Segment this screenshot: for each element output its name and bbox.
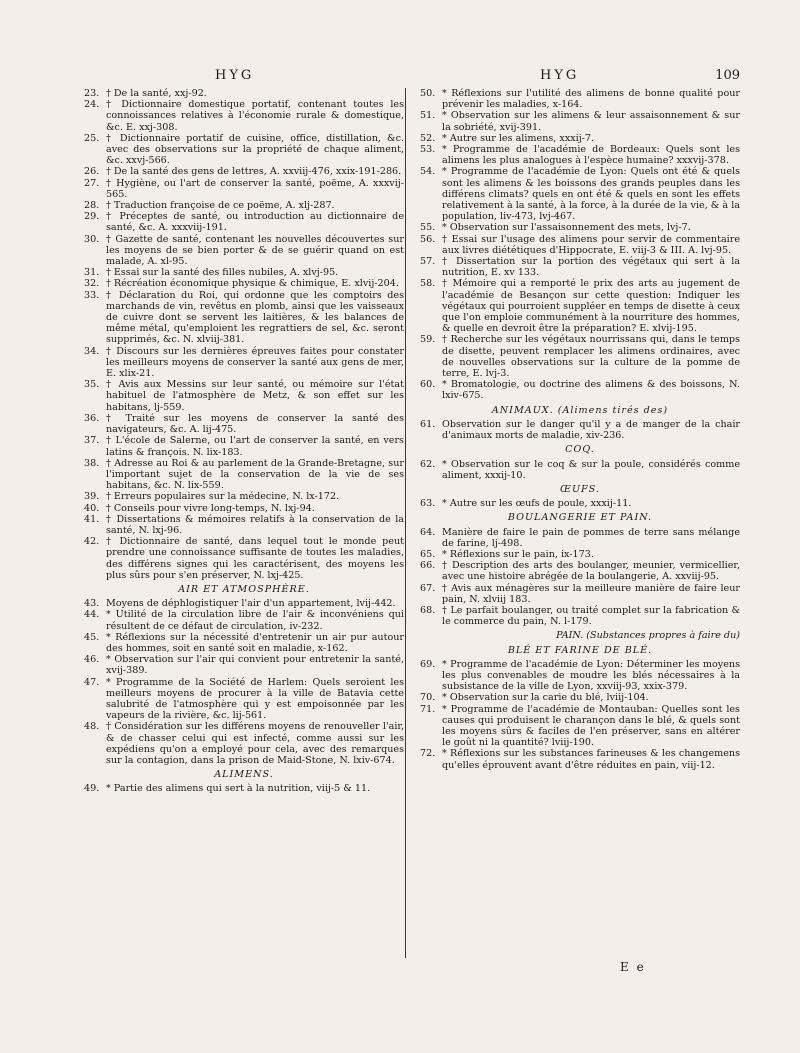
index-entry [420, 659, 740, 693]
entry-number: 36. [84, 412, 100, 424]
entry-text: * Réflexions sur l'utilité des alimens de bonne qualité pour prévenir les maladies, x-164. [442, 88, 740, 111]
index-entry [84, 721, 404, 766]
entry-text: † Dictionnaire portatif de cuisine, office, distillation, &c. avec des observations sur la propriété de chaque aliment, &c. xxvj-566. [106, 132, 404, 167]
entry-text: * Réflexions sur le pain, ix-173. [442, 548, 594, 560]
index-entry [84, 234, 404, 268]
entry-number: 44. [84, 609, 100, 621]
entry-text: † Recherche sur les végétaux nourrissans qui, dans le temps de disette, peuvent remplacer les alimens ordinaires, avec de nouvelles observations sur la culture de la pomme de terre, E. lvj-3. [442, 334, 740, 380]
entry-text: † Erreurs populaires sur la médecine, N. lx-172. [106, 491, 340, 503]
index-entry [420, 459, 740, 481]
entry-number: 30. [84, 233, 100, 245]
section-heading: ANIMAUX. (Alimens tirés des) [491, 404, 669, 416]
index-entry [84, 458, 404, 492]
entry-number: 64. [420, 526, 436, 538]
entry-number: 29. [84, 211, 100, 223]
entry-number: 39. [84, 491, 100, 503]
entry-text: † Préceptes de santé, ou introduction au dictionnaire de santé, &c. A. xxxviij-191. [106, 211, 404, 234]
entry-number: 70. [420, 692, 436, 704]
index-entry [420, 110, 740, 132]
entry-number: 57. [420, 256, 436, 268]
entry-text: † Description des arts des boulanger, meunier, vermicellier, avec une histoire abrégée de la boulangerie, A. xxviij-95. [442, 560, 740, 583]
entry-text: † Avis aux Messins sur leur santé, ou mémoire sur l'état habituel de l'atmosphère de Metz, & son effet sur les habitans, lj-559. [106, 379, 404, 413]
entry-text: † Conseils pour vivre long-temps, N. lxj-94. [106, 502, 315, 514]
entry-number: 62. [420, 458, 436, 470]
entry-text: Manière de faire le pain de pommes de terre sans mélange de farine, lj-498. [442, 526, 740, 549]
page-number: 109 [715, 68, 740, 83]
entry-number: 50. [420, 88, 436, 99]
entry-number: 46. [84, 654, 100, 666]
entry-text: † Dissertations & mémoires relatifs à la conservation de la santé, N. lxj-96. [106, 513, 404, 536]
entry-number: 55. [420, 222, 436, 234]
entry-text: † L'école de Salerne, ou l'art de conserver la santé, en vers latins & françois. N. lix-183. [106, 435, 404, 458]
entry-number: 37. [84, 435, 100, 447]
section-heading: BOULANGERIE ET PAIN. [507, 512, 653, 524]
index-entry [420, 704, 740, 749]
index-entry [84, 609, 404, 631]
entry-text: * Programme de la Société de Harlem: Quels seroient les meilleurs moyens de procurer à la ville de Batavia cette salubrité de l'atmosphère qui y est empoisonnée par les vapeurs de la rivière, &c. lij-561. [106, 676, 404, 722]
entry-number: 27. [84, 177, 100, 189]
entry-text: † De la santé, xxj-92. [106, 88, 207, 99]
entry-number: 56. [420, 233, 436, 245]
entry-number: 54. [420, 166, 436, 178]
entry-text: * Programme de l'académie de Lyon: Quels ont été & quels sont les alimens & les boissons des grands peuples dans les différens climats? quels en ont été & quels en sont les effets relativement à la santé, à la force, à la durée de la vie, & à la population, liv-473, lvj-467. [442, 166, 740, 223]
entry-text: † Dissertation sur la portion des végétaux qui sert à la nutrition, E. xv 133. [442, 256, 740, 279]
index-entry [420, 334, 740, 379]
index-entry [420, 583, 740, 605]
right-column [420, 88, 740, 771]
section-heading: PAIN. (Substances propres à faire du) [556, 630, 740, 642]
entry-number: 38. [84, 457, 100, 469]
index-entry [420, 133, 740, 144]
index-entry [84, 783, 404, 794]
entry-text: † Adresse au Roi & au parlement de la Grande-Bretagne, sur l'important sujet de la conservation de la vie de ses habitans, &c. N. lix-559. [106, 457, 404, 492]
index-entry [420, 605, 740, 627]
entry-number: 58. [420, 278, 436, 290]
section-heading: ALIMENS. [214, 769, 274, 781]
entry-number: 32. [84, 278, 100, 290]
entry-text: * Observation sur l'air qui convient pour entretenir la santé, xvij-389. [106, 654, 404, 677]
entry-number: 61. [420, 418, 436, 430]
entry-number: 66. [420, 560, 436, 572]
catchword: E e [620, 960, 646, 974]
entry-text: † Avis aux ménagères sur la meilleure manière de faire leur pain, N. xlviij 183. [442, 582, 740, 605]
entry-number: 72. [420, 748, 436, 760]
entry-number: 63. [420, 498, 436, 510]
index-entry [84, 598, 404, 609]
index-entry [420, 419, 740, 441]
entry-number: 65. [420, 548, 436, 560]
entry-text: * Autre sur les œufs de poule, xxxij-11. [442, 498, 632, 510]
entry-number: 45. [84, 631, 100, 643]
index-entry [84, 491, 404, 502]
entry-text: † Considération sur les différens moyens de renouveller l'air, & de chasser celui qui est infecté, comme aussi sur les expédiens qu'on a employé pour cela, avec des remarques sur la contagion, dans la prison de Maid-Stone, N. lxiv-674. [106, 721, 404, 766]
index-entry [84, 379, 404, 413]
entry-text: † Traduction françoise de ce poëme, A. xlj-287. [106, 200, 335, 212]
index-entry [420, 692, 740, 703]
index-entry [420, 234, 740, 256]
entry-number: 68. [420, 604, 436, 616]
entry-text: † De la santé des gens de lettres, A. xxviij-476, xxix-191-286. [106, 166, 402, 178]
index-entry [84, 166, 404, 177]
entry-number: 71. [420, 703, 436, 715]
entry-number: 35. [84, 379, 100, 391]
index-entry [84, 178, 404, 200]
entry-number: 31. [84, 267, 100, 279]
index-entry [420, 498, 740, 509]
entry-text: * Observation sur l'assaisonnement des mets, lvj-7. [442, 222, 691, 234]
entry-text: † Essai sur l'usage des alimens pour servir de commentaire aux livres diététiques d'Hippocrate, E. viij-3 & III. A. lvj-95. [442, 233, 740, 256]
index-entry [84, 632, 404, 654]
index-entry [420, 379, 740, 401]
entry-text: Observation sur le danger qu'il y a de manger de la chair d'animaux morts de maladie, xiv-236. [442, 418, 740, 442]
entry-text: * Bromatologie, ou doctrine des alimens & des boissons, N. lxiv-675. [442, 379, 740, 402]
index-entry [84, 413, 404, 435]
entry-number: 28. [84, 200, 100, 212]
index-entry [84, 99, 404, 133]
entry-number: 26. [84, 166, 100, 178]
entry-number: 59. [420, 334, 436, 346]
index-entry [84, 536, 404, 581]
index-entry [84, 435, 404, 457]
index-entry [420, 222, 740, 233]
entry-number: 67. [420, 582, 436, 594]
section-heading: BLÉ ET FARINE DE BLÉ. [507, 644, 653, 656]
index-entry [84, 200, 404, 211]
index-entry [420, 144, 740, 166]
index-entry [84, 346, 404, 380]
entry-text: † Hygiène, ou l'art de conserver la santé, poëme, A. xxxvij-565. [106, 177, 404, 200]
entry-text: * Réflexions sur la nécessité d'entretenir un air pur autour des hommes, soit en santé soit en maladie, x-162. [106, 631, 404, 654]
entry-number: 47. [84, 676, 100, 688]
entry-text: † Récréation économique physique & chimique, E. xlvij-204. [106, 278, 399, 290]
entry-number: 51. [420, 110, 436, 122]
entry-number: 60. [420, 379, 436, 391]
index-entry [84, 278, 404, 289]
entry-text: † Le parfait boulanger, ou traité complet sur la fabrication & le commerce du pain, N. l-179. [442, 604, 740, 628]
index-entry [420, 88, 740, 110]
entry-number: 33. [84, 289, 100, 301]
entry-number: 41. [84, 513, 100, 525]
index-entry [420, 560, 740, 582]
index-entry [84, 677, 404, 722]
entry-text: † Gazette de santé, contenant les nouvelles découvertes sur les moyens de se bien porter & de se guérir quand on est malade, A. xl-95. [106, 233, 404, 268]
header-left: HYG [215, 68, 255, 83]
index-entry [420, 278, 740, 334]
index-entry [84, 267, 404, 278]
section-heading: ŒUFS. [560, 483, 600, 495]
index-entry [420, 748, 740, 770]
index-entry [420, 256, 740, 278]
index-entry [84, 211, 404, 233]
entry-text: † Discours sur les dernières épreuves faites pour constater les meilleurs moyens de conserver la santé aux gens de mer, E. xlix-21. [106, 345, 404, 380]
column-divider [405, 88, 406, 958]
header-right: HYG [540, 68, 580, 83]
entry-number: 40. [84, 502, 100, 514]
entry-text: * Autre sur les alimens, xxxij-7. [442, 132, 595, 144]
entry-number: 43. [84, 598, 100, 610]
entry-number: 25. [84, 132, 100, 144]
entry-text: † Dictionnaire domestique portatif, contenant toutes les connoissances relatives à l'économie rurale & domestique, &c. E. xxj-308. [106, 99, 404, 133]
index-entry [84, 654, 404, 676]
index-entry [84, 88, 404, 99]
entry-text: Moyens de déphlogistiquer l'air d'un appartement, lvij-442. [106, 598, 396, 610]
index-entry [420, 527, 740, 549]
section-heading: AIR ET ATMOSPHÈRE. [178, 583, 310, 595]
entry-text: * Observation sur la carie du blé, lviij-104. [442, 692, 649, 704]
left-column [84, 88, 404, 795]
entry-number: 69. [420, 658, 436, 670]
entry-text: * Programme de l'académie de Lyon: Déterminer les moyens les plus convenables de moudre les blés nécessaires à la subsistance de la ville de Lyon, xxviij-93, xxix-379. [442, 658, 740, 693]
entry-text: * Observation sur le coq & sur la poule, considérés comme aliment, xxxij-10. [442, 458, 740, 481]
entry-text: * Programme de l'académie de Bordeaux: Quels sont les alimens les plus analogues à l'espèce humaine? xxxvij-378. [442, 144, 740, 167]
entry-number: 53. [420, 144, 436, 156]
entry-number: 52. [420, 132, 436, 144]
entry-text: † Mémoire qui a remporté le prix des arts au jugement de l'académie de Besançon sur cette question: Indiquer les végétaux qui pourroient suppléer en temps de disette à ceux que l'on emploie communément à la nourriture des hommes, & quelle en devroit être la préparation? E. xlvij-195. [442, 278, 740, 335]
entry-number: 34. [84, 345, 100, 357]
index-entry [84, 503, 404, 514]
index-entry [420, 549, 740, 560]
entry-number: 48. [84, 721, 100, 733]
running-header [80, 68, 740, 88]
entry-number: 49. [84, 783, 100, 795]
entry-number: 24. [84, 99, 100, 111]
entry-text: † Traité sur les moyens de conserver la santé des navigateurs, &c. A. lij-475. [106, 412, 404, 436]
entry-number: 23. [84, 88, 100, 99]
entry-text: † Dictionnaire de santé, dans lequel tout le monde peut prendre une connoissance suffisante de toutes les maladies, des différens signes qui les caractérisent, des moyens les plus sûrs pour s'en préserver, N. lxj-425. [106, 536, 404, 581]
entry-text: * Observation sur les alimens & leur assaisonnement & sur la sobriété, xvij-391. [442, 110, 740, 133]
index-entry [84, 290, 404, 346]
index-entry [420, 166, 740, 222]
entry-text: * Utilité de la circulation libre de l'air & inconvéniens qui résultent de ce défaut de circulation, iv-232. [106, 609, 404, 632]
section-heading: COQ. [565, 444, 595, 456]
entry-number: 42. [84, 536, 100, 548]
entry-text: † Déclaration du Roi, qui ordonne que les comptoirs des marchands de vin, revêtus en plomb, ainsi que les vaisseaux de cuivre dont se servent les laitières, & les balances de même métal, qu'emploient les regrattiers de sel, &c. seront supprimés, &c. N. xlviij-381. [106, 289, 404, 346]
index-entry [84, 514, 404, 536]
index-entry [84, 133, 404, 167]
entry-text: † Essai sur la santé des filles nubiles, A. xlvj-95. [106, 267, 339, 279]
entry-text: * Programme de l'académie de Montauban: Quelles sont les causes qui produisent le charançon dans le blé, & quels sont les moyens sûrs & faciles de l'en préserver, sans en altérer le goût ni la quantité? lviij-190. [442, 703, 740, 749]
entry-text: * Réflexions sur les substances farineuses & les changemens qu'elles éprouvent avant d'être réduites en pain, viij-12. [442, 748, 740, 771]
entry-text: * Partie des alimens qui sert à la nutrition, viij-5 & 11. [106, 783, 371, 795]
